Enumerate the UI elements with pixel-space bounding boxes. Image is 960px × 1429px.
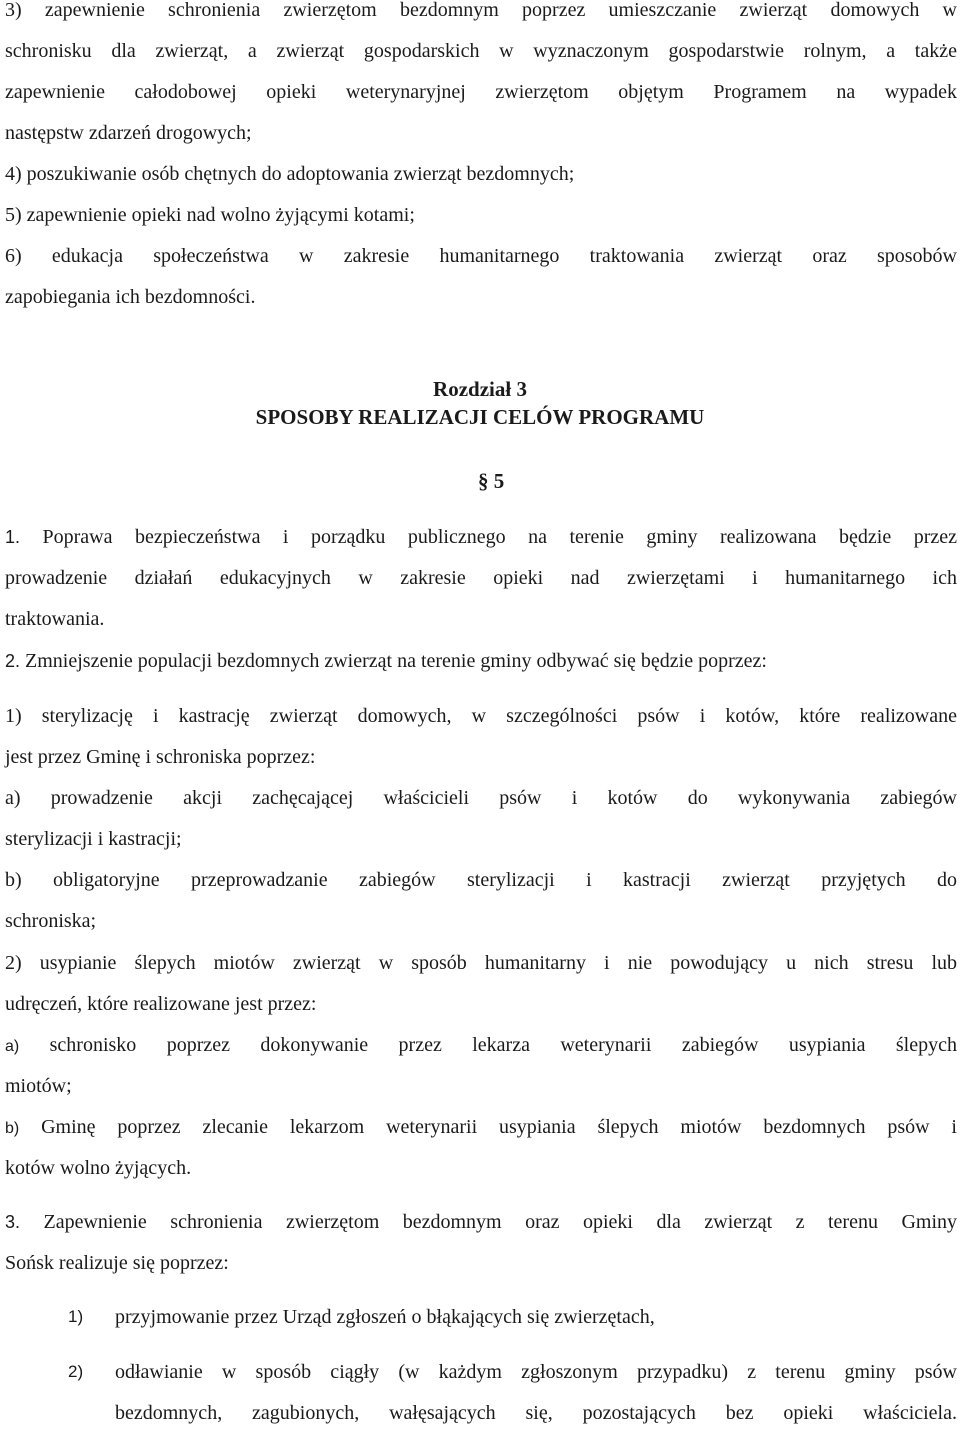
paragraph-1-line-3: traktowania.: [5, 608, 105, 630]
subitem-2a-marker: a): [5, 1038, 20, 1055]
subitem-2b-text: Gminę poprzez zlecanie lekarzom weterynarii usypiania ślepych miotów bezdomnych psów i: [41, 1116, 957, 1138]
paragraph-1-number: 1.: [5, 527, 21, 547]
paragraph-3-line-2: Sońsk realizuje się poprzez:: [5, 1252, 229, 1274]
subitem-2a-line-1: [5, 1031, 957, 1061]
paragraph-3-text: Zapewnienie schronienia zwierzętom bezdomnym oraz opieki dla zwierząt z terenu Gminy: [43, 1211, 958, 1233]
paragraph-3-line-1: [5, 1208, 957, 1236]
list-item-6-line-1: 6) edukacja społeczeństwa w zakresie humanitarnego traktowania zwierząt oraz sposobów: [5, 245, 957, 267]
subitem-2b-line-2: kotów wolno żyjących.: [5, 1157, 192, 1179]
chapter-title: Rozdział 3: [433, 377, 527, 401]
subitem-2b-marker: b): [5, 1120, 20, 1137]
paragraph-2-number: 2.: [5, 651, 21, 671]
paragraph-2-line-1: [5, 647, 957, 675]
subitem-2b-line-1: [5, 1113, 957, 1143]
paragraph-1-line-2: prowadzenie działań edukacyjnych w zakresie opieki nad zwierzętami i humanitarnego ich: [5, 567, 957, 589]
subitem-2-line-1: 2) usypianie ślepych miotów zwierząt w sposób humanitarny i nie powodujący u nich stresu lub: [5, 952, 957, 974]
list-item-3-line-2: schronisku dla zwierząt, a zwierząt gospodarskich w wyznaczonym gospodarstwie rolnym, a także: [5, 40, 957, 62]
list-item-5: 5) zapewnienie opieki nad wolno żyjącymi kotami;: [5, 204, 415, 226]
subitem-2-line-2: udręczeń, które realizowane jest przez:: [5, 993, 317, 1015]
list-item-3-line-1: 3) zapewnienie schronienia zwierzętom bezdomnym poprzez umieszczanie zwierząt domowych w: [5, 0, 957, 21]
subitem-2a-line-2: miotów;: [5, 1075, 72, 1097]
item-2-number: 2): [68, 1362, 84, 1381]
subitem-1b-line-2: schroniska;: [5, 910, 97, 932]
subitem-1b-line-1: b) obligatoryjne przeprowadzanie zabiegów sterylizacji i kastracji zwierząt przyjętych do: [5, 869, 957, 891]
paragraph-1-text: Poprawa bezpieczeństwa i porządku publicznego na terenie gminy realizowana będzie przez: [42, 526, 957, 548]
item-2-line-2: bezdomnych, zagubionych, wałęsających się, pozostających bez opieki właściciela.: [115, 1402, 957, 1424]
list-item-3-line-4: następstw zdarzeń drogowych;: [5, 122, 252, 144]
item-1-text: przyjmowanie przez Urząd zgłoszeń o błąkających się zwierzętach,: [115, 1306, 655, 1328]
list-item-3-line-3: zapewnienie całodobowej opieki weterynaryjnej zwierzętom objętym Programem na wypadek: [5, 81, 957, 103]
item-1-number: 1): [68, 1307, 84, 1326]
chapter-subtitle: SPOSOBY REALIZACJI CELÓW PROGRAMU: [255, 405, 705, 429]
list-item-4: 4) poszukiwanie osób chętnych do adoptowania zwierząt bezdomnych;: [5, 163, 575, 185]
paragraph-3-number: 3.: [5, 1212, 21, 1232]
subitem-1a-line-1: a) prowadzenie akcji zachęcającej właścicieli psów i kotów do wykonywania zabiegów: [5, 787, 957, 809]
subitem-1a-line-2: sterylizacji i kastracji;: [5, 828, 182, 850]
subitem-1-line-1: 1) sterylizację i kastrację zwierząt domowych, w szczególności psów i kotów, które realizowane: [5, 705, 957, 727]
paragraph-2-text: Zmniejszenie populacji bezdomnych zwierząt na terenie gminy odbywać się będzie poprzez:: [25, 650, 767, 672]
subitem-2a-text: schronisko poprzez dokonywanie przez lekarza weterynarii zabiegów usypiania ślepych: [49, 1034, 957, 1056]
list-item-6-line-2: zapobiegania ich bezdomności.: [5, 286, 256, 308]
paragraph-1-line-1: [5, 523, 957, 551]
item-2-line-1: odławianie w sposób ciągły (w każdym zgłoszonym przypadku) z terenu gminy psów: [115, 1361, 957, 1383]
subitem-1-line-2: jest przez Gminę i schroniska poprzez:: [5, 746, 316, 768]
section-mark: § 5: [478, 469, 505, 493]
